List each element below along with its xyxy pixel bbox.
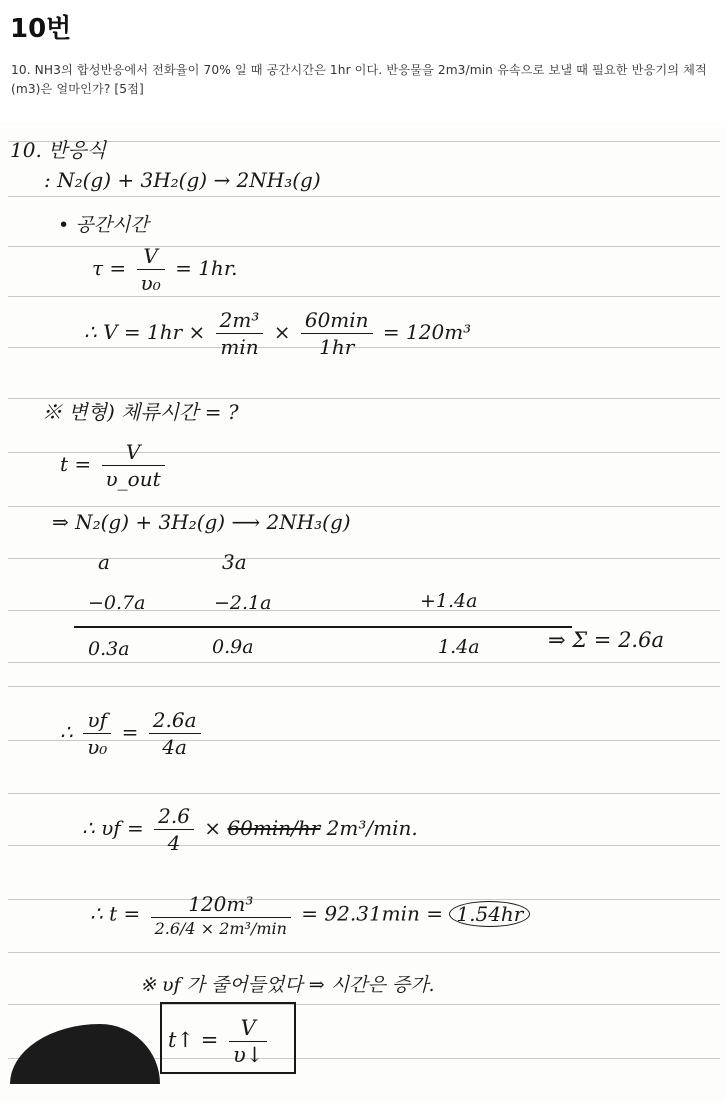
question-text: 10. NH3의 합성반응에서 전화율이 70% 일 때 공간시간은 1hr 이다. 반응물을 2m3/min 유속으로 보낼 때 필요한 반응기의 체적(m3)은 얼마인가? [5점]: [11, 63, 707, 96]
page-title: 10번: [10, 14, 72, 44]
residence-time-result: [90, 892, 530, 938]
ratio-left-fraction: [83, 708, 111, 759]
t-lhs: t =: [60, 452, 92, 476]
t2-denominator: 2.6/4 × 2m³/min: [154, 919, 287, 938]
flow-ratio: [60, 708, 205, 759]
tau-fraction: [137, 244, 165, 295]
ruled-line: [8, 141, 720, 142]
circled-answer: 1.54hr: [449, 901, 530, 927]
tau-numerator: V: [137, 244, 165, 270]
conversion-fraction: [301, 308, 373, 359]
initial-h2: 3a: [222, 550, 247, 574]
ratio-numerator: υf: [83, 708, 111, 734]
t2-fraction: [151, 892, 291, 938]
residence-time-formula: [60, 440, 169, 491]
space-time-label: • 공간시간: [58, 214, 149, 236]
space-time-formula: [92, 244, 238, 295]
change-n2: −0.7a: [88, 592, 146, 614]
reaction-equation-2: ⇒ N₂(g) + 3H₂(g) ⟶ 2NH₃(g): [52, 510, 351, 534]
box-lhs: t↑ =: [168, 1028, 219, 1052]
conversion-numerator: 60min: [301, 308, 373, 334]
ratio-denominator: υ₀: [87, 735, 108, 759]
t-denominator: υ_out: [105, 467, 161, 491]
volume-lhs: ∴ V = 1hr ×: [84, 320, 206, 344]
t-numerator: V: [102, 440, 165, 466]
ruled-line: [8, 558, 720, 559]
t-fraction: [102, 440, 165, 491]
volume-calculation: [84, 308, 471, 359]
tau-denominator: υ₀: [140, 271, 161, 295]
ruled-line: [8, 686, 720, 687]
ruled-line: [8, 1004, 720, 1005]
uf-unit: 2m³/min.: [326, 816, 418, 840]
total-moles: ⇒ Σ = 2.6a: [548, 628, 664, 652]
uf-lhs: ∴ υf =: [82, 816, 144, 840]
ruled-line: [8, 793, 720, 794]
notes-heading: 10. 반응식: [10, 138, 107, 162]
uf-times: ×: [204, 816, 222, 840]
change-h2: −2.1a: [214, 592, 272, 614]
t2-lhs: ∴ t =: [90, 901, 141, 926]
final-n2: 0.3a: [88, 638, 130, 660]
conversion-denominator: 1hr: [319, 335, 355, 359]
box-numerator: V: [229, 1016, 267, 1042]
ruled-line: [8, 662, 720, 663]
tau-rhs: = 1hr.: [175, 256, 238, 280]
ruled-line: [8, 952, 720, 953]
initial-n2: a: [98, 550, 110, 574]
ratio-equals: =: [121, 720, 139, 744]
uf-denominator: 4: [167, 831, 181, 855]
boxed-formula-content: [168, 1016, 271, 1067]
final-flow-calculation: [82, 804, 418, 855]
table-underline: [74, 626, 572, 628]
final-h2: 0.9a: [212, 636, 254, 658]
uf-numerator: 2.6: [154, 804, 194, 830]
box-denominator: υ↓: [233, 1043, 264, 1067]
ruled-line: [8, 506, 720, 507]
tau-lhs: τ =: [92, 256, 127, 280]
ratio-right-denominator: 4a: [162, 735, 187, 759]
ruled-line: [8, 296, 720, 297]
t2-numerator: 120m³: [151, 892, 291, 918]
ratio-right-fraction: [149, 708, 201, 759]
box-fraction: [229, 1016, 267, 1067]
conclusion-note: ※ υf 가 줄어들었다 ⇒ 시간은 증가.: [140, 974, 435, 996]
final-nh3: 1.4a: [438, 636, 480, 658]
ratio-right-numerator: 2.6a: [149, 708, 201, 734]
ruled-line: [8, 196, 720, 197]
flow-numerator: 2m³: [216, 308, 264, 334]
reaction-equation: : N₂(g) + 3H₂(g) → 2NH₃(g): [44, 168, 321, 192]
flow-denominator: min: [220, 335, 259, 359]
t2-minutes: = 92.31min =: [301, 901, 444, 926]
struck-out-term: 60min/hr: [227, 816, 321, 840]
uf-fraction: [154, 804, 194, 855]
flow-fraction: [216, 308, 264, 359]
change-nh3: +1.4a: [420, 590, 478, 612]
times-sign: ×: [273, 320, 291, 344]
variant-question: ※ 변형) 체류시간 = ?: [42, 400, 239, 424]
ratio-lhs: ∴: [60, 720, 73, 744]
volume-result: = 120m³: [382, 320, 472, 344]
